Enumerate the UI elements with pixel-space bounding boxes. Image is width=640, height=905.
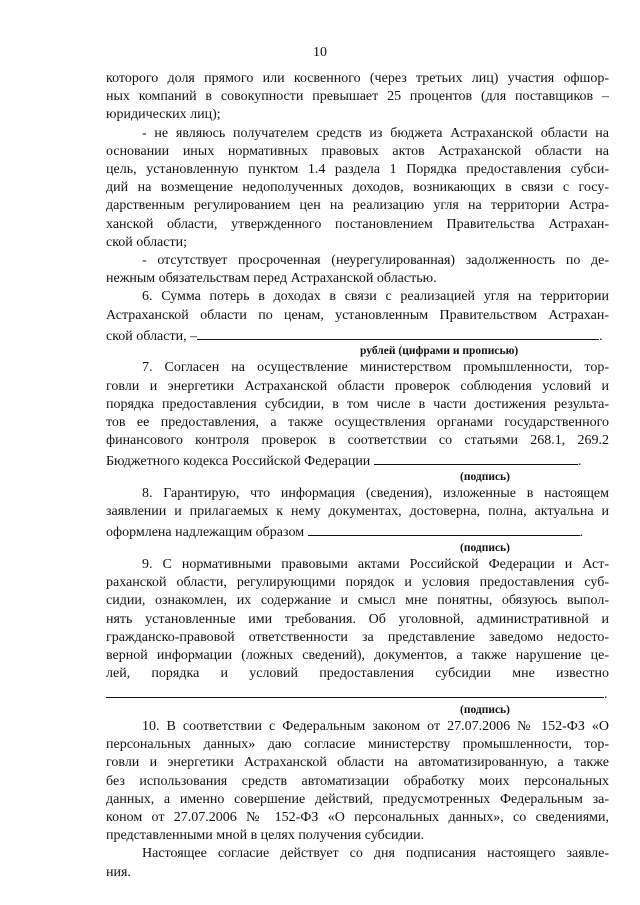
- text-line: персональных данных» даю согласие министерству промышленности, тор-: [106, 737, 609, 753]
- signature-caption: (подпись): [460, 541, 510, 554]
- period: .: [579, 525, 584, 541]
- text-line-with-blank: [106, 451, 616, 470]
- text-line: верной информации (ложных сведений), документов, а также нарушение це-: [106, 648, 609, 663]
- text-line: гражданско-правовой ответственности за представление заведомо недосто-: [106, 629, 609, 645]
- text-fragment: оформлена надлежащим образом: [106, 525, 305, 541]
- text-line: Настоящее согласие действует со дня подписания настоящего заявле-: [142, 846, 609, 862]
- text-line: 6. Сумма потерь в доходах в связи с реализацией угля на территории: [142, 289, 609, 305]
- text-line-with-blank: [106, 684, 616, 703]
- text-line: сидии, ознакомлен, их содержание и смысл мне понятны, обязуюсь выпол-: [106, 593, 609, 609]
- text-line: нежным обязательствам перед Астраханской областью.: [106, 271, 437, 287]
- text-line: которого доля прямого или косвенного (через третьих лиц) участия офшор-: [106, 71, 609, 86]
- text-line: нять установленные ими требования. Об уголовной, административной и: [106, 611, 609, 627]
- text-line: финансового контроля проверок в соответствии со статьями 268.1, 269.2: [106, 433, 609, 449]
- text-line-with-blank: [106, 522, 616, 541]
- text-line: основании иных нормативных правовых актов Астраханской области на: [106, 143, 609, 159]
- text-fragment: ской области, –: [106, 328, 198, 344]
- text-line: лей, порядка и условий предоставления субсидии мне известно: [106, 666, 609, 682]
- text-line: ных компаний в совокупности превышает 25 процентов (для поставщиков –: [106, 89, 609, 105]
- signature-blank[interactable]: [106, 684, 604, 698]
- text-line: порядка предоставления субсидии, в том числе в части достижения результа-: [106, 396, 609, 412]
- signature-caption: (подпись): [460, 703, 510, 716]
- signature-caption: (подпись): [460, 470, 510, 483]
- text-line: тов ее предоставления, а также осуществления органами государственного: [106, 415, 609, 431]
- text-line: - не являюсь получателем средств из бюджета Астраханской области на: [142, 125, 609, 141]
- text-line: 8. Гарантирую, что информация (сведения), изложенные в настоящем: [142, 486, 609, 501]
- text-line: раханской области, регулирующими порядок и условия предоставления суб-: [106, 575, 609, 591]
- text-fragment: Бюджетного кодекса Российской Федерации: [106, 454, 371, 470]
- text-line: юридических лиц);: [106, 107, 221, 123]
- text-line: Астраханской области по ценам, установленным Правительством Астрахан-: [106, 307, 609, 323]
- signature-blank[interactable]: [308, 522, 580, 536]
- text-line: представленными мной в целях получения субсидии.: [106, 828, 425, 844]
- text-line: цель, установленную пунктом 1.4 раздела 1 Порядка предоставления субси-: [106, 162, 609, 177]
- text-line: ния.: [106, 864, 131, 880]
- text-line: - отсутствует просроченная (неурегулированная) задолженность по де-: [142, 253, 609, 269]
- text-line-with-blank: [106, 326, 616, 345]
- text-line: дарственным регулированием цен на реализацию угля на территории Астра-: [106, 198, 609, 214]
- period: .: [599, 328, 603, 344]
- text-line: 9. С нормативными правовыми актами Российской Федерации и Аст-: [142, 556, 609, 572]
- text-line: ханской области, утвержденного постановлением Правительства Астрахан-: [106, 216, 609, 232]
- text-line: данных, а именно совершение действий, предусмотренных Федеральным за-: [106, 791, 609, 807]
- text-line: без использования средств автоматизации обработку моих персональных: [106, 773, 609, 789]
- amount-caption: рублей (цифрами и прописью): [360, 345, 519, 358]
- signature-blank[interactable]: [374, 451, 578, 465]
- text-line: 7. Согласен на осуществление министерством промышленности, тор-: [142, 360, 609, 376]
- text-line: 10. В соответствии с Федеральным законом от 27.07.2006 № 152-ФЗ «О: [142, 718, 609, 734]
- period: .: [577, 454, 582, 470]
- period: .: [604, 687, 608, 703]
- text-line: дий на возмещение недополученных доходов, возникающих в связи с госу-: [106, 180, 609, 196]
- text-line: заявлении и прилагаемых к нему документах, достоверна, полна, актуальна и: [106, 504, 609, 520]
- text-line: коном от 27.07.2006 № 152-ФЗ «О персональных данных», со сведениями,: [106, 810, 609, 825]
- page-number: 10: [313, 45, 327, 60]
- text-line: ской области;: [106, 234, 187, 250]
- text-line: говли и энергетики Астраханской области на автоматизированную, а также: [106, 755, 609, 771]
- text-line: говли и энергетики Астраханской области проверок соблюдения условий и: [106, 378, 609, 394]
- amount-blank[interactable]: [197, 326, 599, 340]
